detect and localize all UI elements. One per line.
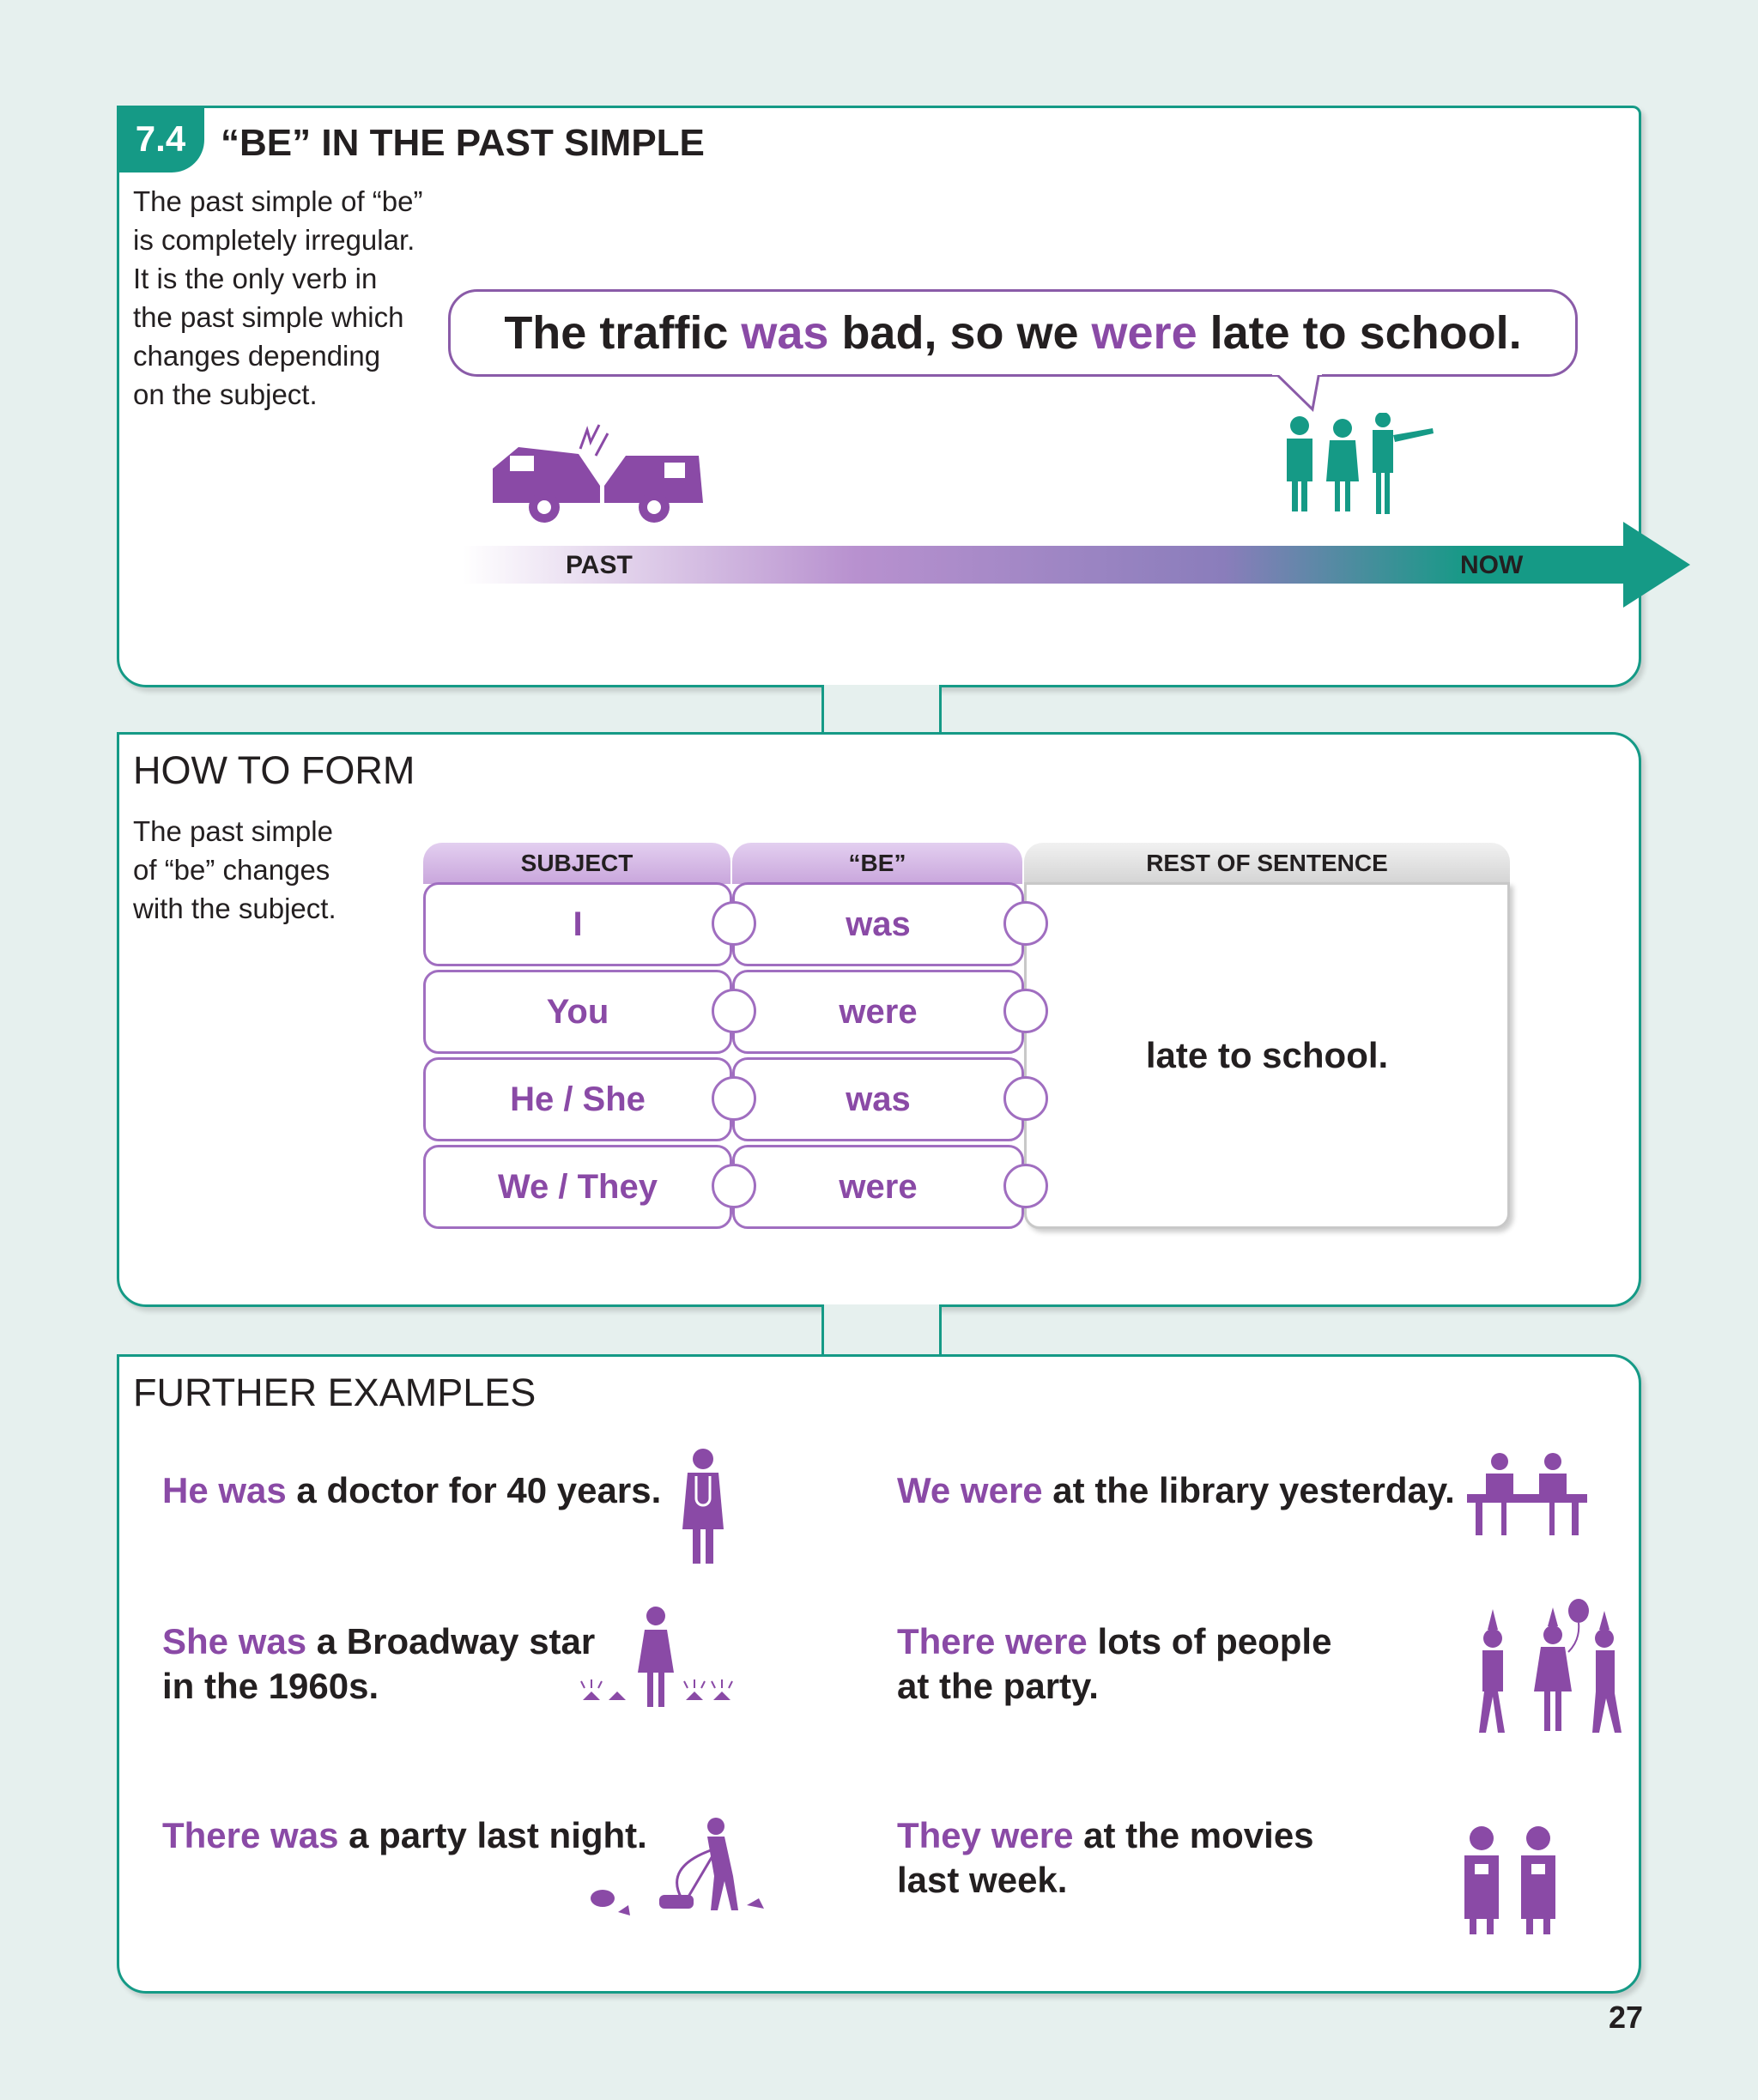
bubble-keyword: were bbox=[1091, 307, 1197, 359]
timeline-past-label: PAST bbox=[566, 551, 633, 579]
puzzle-knob-icon bbox=[712, 989, 756, 1033]
bubble-text: late to school. bbox=[1197, 307, 1522, 359]
puzzle-knob-icon bbox=[712, 901, 756, 946]
timeline-now-label: NOW bbox=[1460, 551, 1524, 579]
broadway-star-icon bbox=[566, 1606, 746, 1726]
section-title: “BE” IN THE PAST SIMPLE bbox=[221, 122, 705, 164]
intro-line: It is the only verb in bbox=[133, 263, 378, 294]
example-text: in the 1960s. bbox=[162, 1666, 379, 1706]
be-cell: was bbox=[732, 882, 1024, 966]
students-teacher-icon bbox=[1278, 413, 1441, 524]
example-keyword: There was bbox=[162, 1815, 339, 1855]
formation-table bbox=[423, 843, 1522, 1238]
puzzle-knob-icon bbox=[1003, 901, 1048, 946]
be-cell: were bbox=[732, 1145, 1024, 1229]
be-cell: were bbox=[732, 970, 1024, 1054]
be-header: “BE” bbox=[732, 843, 1022, 884]
example-keyword: He was bbox=[162, 1470, 287, 1510]
section-number: 7.4 bbox=[117, 106, 204, 172]
example-text: a doctor for 40 years. bbox=[286, 1470, 662, 1510]
movie-audience-icon bbox=[1454, 1825, 1566, 1936]
example-sentence bbox=[897, 1468, 1455, 1513]
example-keyword: There were bbox=[897, 1621, 1088, 1661]
intro-line: changes depending bbox=[133, 340, 381, 372]
section-title: HOW TO FORM bbox=[133, 748, 415, 792]
rest-cell: late to school. bbox=[1024, 882, 1510, 1229]
puzzle-knob-icon bbox=[1003, 1076, 1048, 1121]
library-study-icon bbox=[1467, 1451, 1587, 1537]
example-text: at the library yesterday. bbox=[1042, 1470, 1455, 1510]
be-cell: was bbox=[732, 1057, 1024, 1141]
subject-cell: We / They bbox=[423, 1145, 732, 1229]
speech-bubble bbox=[448, 289, 1578, 377]
example-keyword: We were bbox=[897, 1470, 1043, 1510]
example-sentence bbox=[897, 1813, 1314, 1903]
puzzle-knob-icon bbox=[1003, 1164, 1048, 1208]
panel-connector bbox=[821, 1304, 942, 1356]
example-text: at the movies bbox=[1073, 1815, 1314, 1855]
intro-text bbox=[133, 812, 336, 928]
example-keyword: She was bbox=[162, 1621, 307, 1661]
page-number: 27 bbox=[1608, 2000, 1643, 2035]
subject-cell: He / She bbox=[423, 1057, 732, 1141]
example-sentence bbox=[162, 1468, 661, 1513]
bubble-text: bad, so we bbox=[828, 307, 1092, 359]
party-people-icon bbox=[1458, 1597, 1647, 1743]
car-crash-icon bbox=[484, 421, 716, 524]
intro-line: with the subject. bbox=[133, 893, 336, 924]
example-text: a Broadway star bbox=[306, 1621, 596, 1661]
intro-line: The past simple bbox=[133, 815, 333, 847]
intro-line: of “be” changes bbox=[133, 854, 330, 886]
intro-line: on the subject. bbox=[133, 378, 318, 410]
subject-header: SUBJECT bbox=[423, 843, 730, 884]
example-sentence bbox=[897, 1619, 1331, 1709]
subject-cell: You bbox=[423, 970, 732, 1054]
bubble-text: The traffic bbox=[504, 307, 742, 359]
bubble-tail-icon bbox=[1270, 372, 1338, 415]
subject-cell: I bbox=[423, 882, 732, 966]
example-text: at the party. bbox=[897, 1666, 1099, 1706]
intro-text bbox=[133, 182, 422, 414]
puzzle-knob-icon bbox=[1003, 989, 1048, 1033]
intro-line: the past simple which bbox=[133, 301, 404, 333]
section-panel-how-to-form bbox=[117, 732, 1641, 1307]
example-sentence bbox=[162, 1619, 595, 1709]
example-text: last week. bbox=[897, 1860, 1068, 1900]
section-panel-further-examples bbox=[117, 1354, 1641, 1994]
section-title: FURTHER EXAMPLES bbox=[133, 1371, 536, 1414]
example-sentence bbox=[162, 1813, 647, 1858]
panel-connector bbox=[821, 685, 942, 736]
section-panel-be-past-simple bbox=[117, 106, 1641, 687]
example-text: a party last night. bbox=[338, 1815, 647, 1855]
doctor-icon bbox=[669, 1447, 737, 1567]
timeline bbox=[463, 520, 1699, 609]
bubble-keyword: was bbox=[741, 307, 829, 359]
intro-line: is completely irregular. bbox=[133, 224, 415, 256]
example-keyword: They were bbox=[897, 1815, 1074, 1855]
intro-line: The past simple of “be” bbox=[133, 185, 423, 217]
puzzle-knob-icon bbox=[712, 1076, 756, 1121]
puzzle-knob-icon bbox=[712, 1164, 756, 1208]
rest-header: REST OF SENTENCE bbox=[1024, 843, 1510, 884]
example-text: lots of people bbox=[1087, 1621, 1332, 1661]
cleaning-after-party-icon bbox=[587, 1816, 776, 1936]
